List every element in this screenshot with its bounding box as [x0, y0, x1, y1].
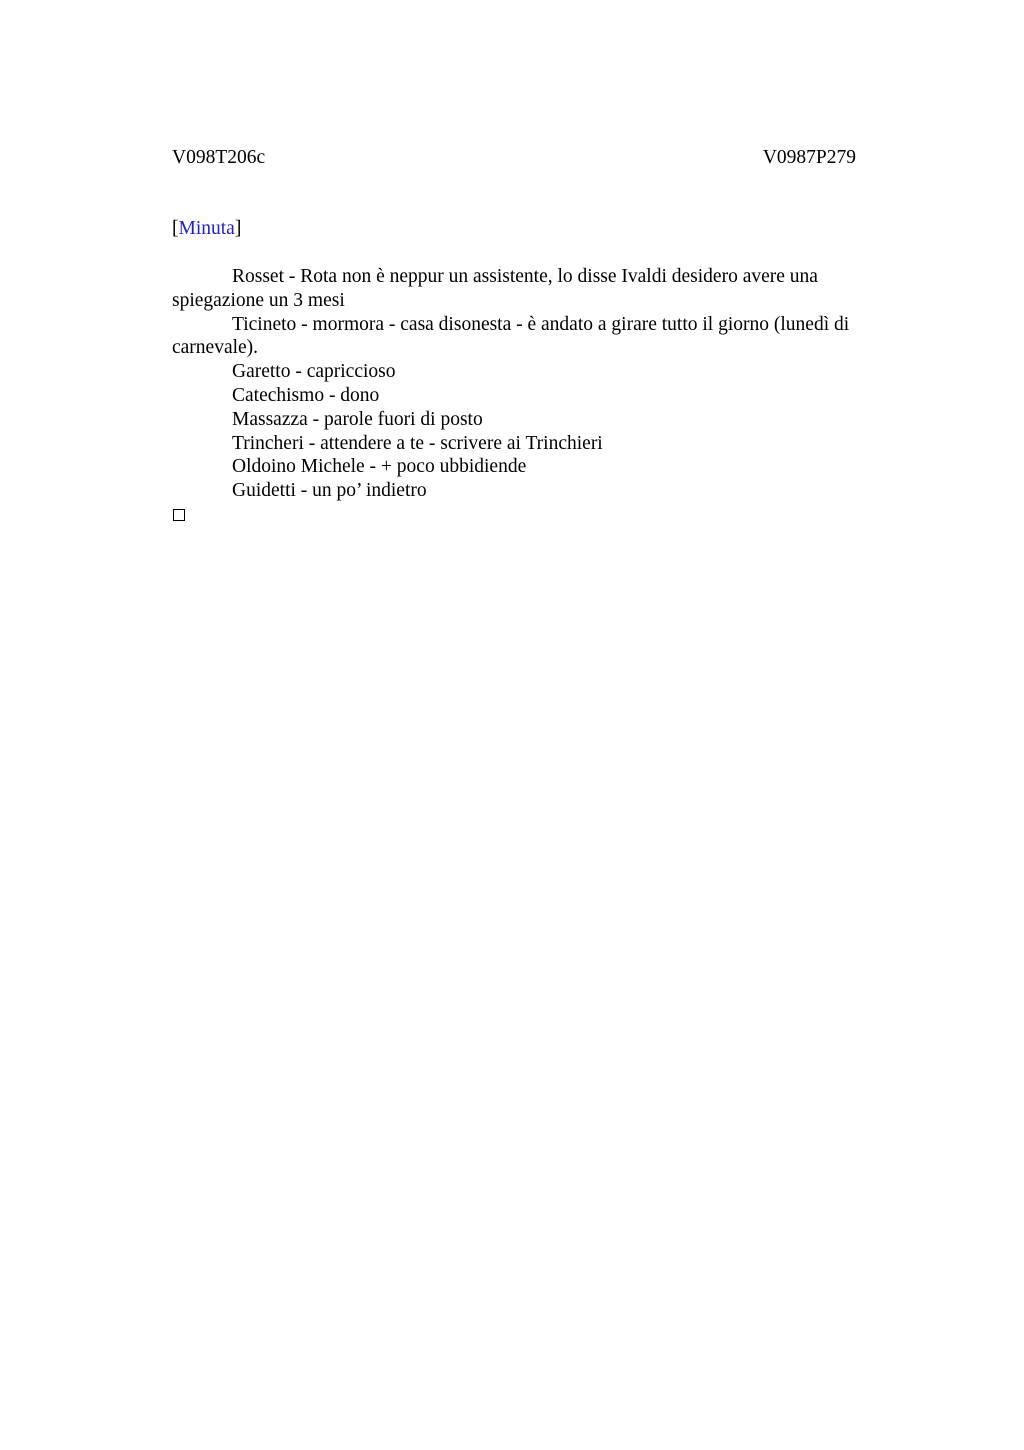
paragraph-oldoino: Oldoino Michele - + poco ubbidiende	[232, 456, 527, 478]
document-body	[172, 265, 888, 521]
paragraph-guidetti: Guidetti - un po’ indietro	[232, 480, 427, 502]
empty-square-icon	[173, 509, 185, 521]
page-header	[172, 146, 856, 170]
paragraph-trincheri: Trincheri - attendere a te - scrivere ai Trinchieri	[232, 432, 603, 454]
paragraph-rosset: Rosset - Rota non è neppur un assistente, lo disse Ivaldi desidero avere una spiegazione un 3 mesi	[172, 266, 818, 311]
close-bracket: ]	[234, 218, 242, 239]
minuta-link[interactable]: Minuta	[178, 218, 235, 239]
page-code: V0987P279	[762, 147, 856, 168]
paragraph-ticineto: Ticineto - mormora - casa disonesta - è andato a girare tutto il giorno (lunedì di carnevale).	[172, 313, 850, 359]
paragraph-garetto: Garetto - capriccioso	[232, 361, 396, 383]
section-label	[172, 217, 241, 241]
paragraph-catechismo: Catechismo - dono	[232, 384, 380, 406]
paragraph-massazza: Massazza - parole fuori di posto	[232, 408, 483, 430]
open-bracket: [	[172, 218, 179, 239]
document-code: V098T206c	[172, 147, 266, 168]
